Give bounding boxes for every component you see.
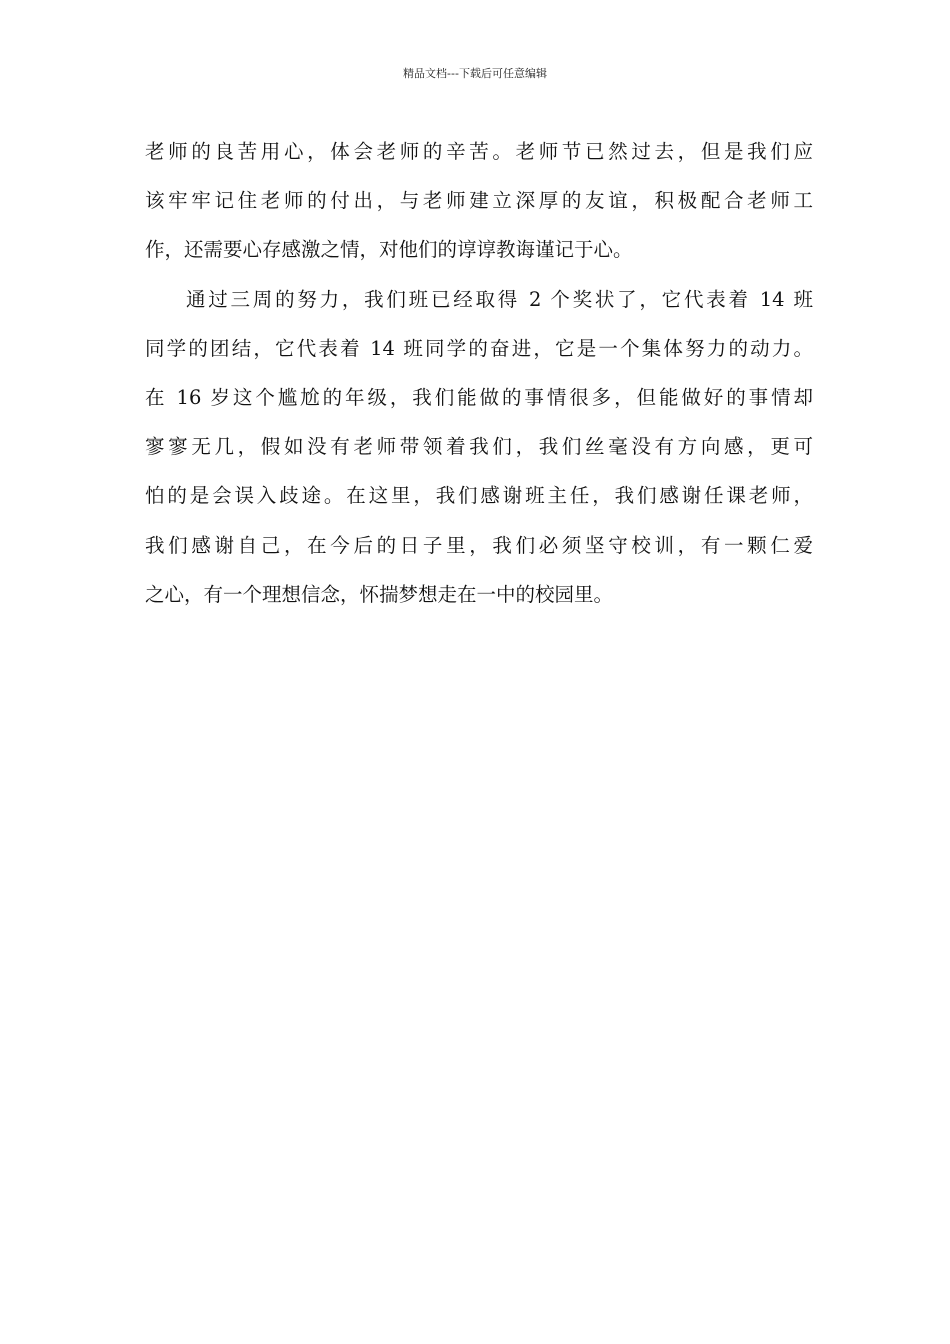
body-text — [145, 127, 813, 619]
paragraph-first-line: 通过三周的努力，我们班已经取得 2 个奖状了，它代表着 14 班 — [186, 287, 813, 311]
text-line: 寥寥无几，假如没有老师带领着我们，我们丝毫没有方向感，更可 — [145, 435, 813, 459]
text-line: 老师的良苦用心，体会老师的辛苦。老师节已然过去，但是我们应 — [145, 140, 813, 163]
text-line: 怕的是会误入歧途。在这里，我们感谢班主任，我们感谢任课老师， — [145, 484, 813, 508]
page-header: 精品文档---下载后可任意编辑 — [403, 67, 547, 80]
text-line: 在 16 岁这个尴尬的年级，我们能做的事情很多，但能做好的事情却 — [145, 385, 813, 409]
text-line: 我们感谢自己，在今后的日子里，我们必须坚守校训，有一颗仁爱 — [145, 533, 813, 557]
text-line: 作，还需要心存感激之情，对他们的谆谆教诲谨记于心。 — [145, 238, 633, 262]
text-line: 该牢牢记住老师的付出，与老师建立深厚的友谊，积极配合老师工 — [145, 189, 813, 213]
text-line: 之心，有一个理想信念，怀揣梦想走在一中的校园里。 — [145, 582, 614, 606]
text-line: 同学的团结，它代表着 14 班同学的奋进，它是一个集体努力的动力。 — [145, 336, 813, 360]
